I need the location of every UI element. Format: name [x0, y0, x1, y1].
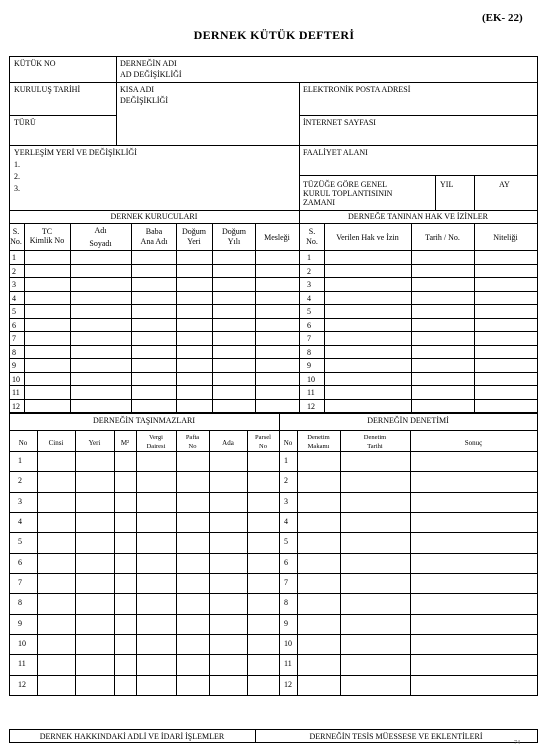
kurulus-tarihi-label: KURULUŞ TARİHİ — [14, 85, 81, 94]
denetim-row-number: 3 — [284, 497, 288, 506]
denetim-makami-header-1: Denetim — [307, 434, 330, 441]
tuzuge-label-2: KURUL TOPLANTISININ — [303, 189, 393, 198]
denetim-row-number: 10 — [284, 639, 292, 648]
v-line — [136, 430, 137, 696]
tuzuge-label-3: ZAMANI — [303, 198, 335, 207]
yerlesim-item-2: 2. — [14, 172, 20, 181]
parsel-header-2: No — [259, 443, 267, 450]
frame-left — [9, 56, 10, 696]
v-line — [410, 430, 411, 696]
t-no-header: No — [18, 439, 28, 447]
kurucular-row-number: 6 — [12, 321, 16, 330]
h-line — [9, 82, 538, 83]
h-line — [9, 345, 538, 346]
h-line — [9, 634, 538, 635]
ada-header: Ada — [222, 439, 234, 447]
h-line — [299, 115, 538, 116]
v-line — [299, 82, 300, 211]
page-title: DERNEK KÜTÜK DEFTERİ — [193, 28, 355, 42]
parsel-header-1: Parsel — [255, 434, 271, 441]
haklar-row-number: 3 — [307, 280, 311, 289]
haklar-row-number: 11 — [307, 388, 315, 397]
tasinmazlar-row-number: 9 — [18, 619, 22, 628]
h-line — [9, 331, 538, 332]
haklar-row-number: 12 — [307, 402, 315, 411]
v-line — [297, 430, 298, 696]
denetim-row-number: 7 — [284, 578, 288, 587]
h-line — [9, 614, 538, 615]
k-sno-header-2: No. — [10, 237, 22, 246]
kisa-adi-degisikligi-label: DEĞİŞİKLİĞİ — [120, 96, 168, 105]
tasinmazlar-row-number: 8 — [18, 598, 22, 607]
sonuc-header: Sonuç — [464, 439, 483, 447]
h-line — [9, 145, 538, 146]
v-line — [474, 175, 475, 211]
yeri-header: Yeri — [88, 439, 101, 447]
h-line — [9, 291, 538, 292]
haklar-row-number: 1 — [307, 253, 311, 262]
yil-label: YIL — [440, 180, 454, 189]
tasinmazlar-row-number: 3 — [18, 497, 22, 506]
yerlesim-label: YERLEŞİM YERİ VE DEĞİŞİKLİĞİ — [14, 148, 137, 157]
ad-degisikligi-label: AD DEĞİŞİKLİĞİ — [120, 70, 182, 79]
kurucular-row-number: 5 — [12, 307, 16, 316]
h-line — [9, 115, 117, 116]
faaliyet-label: FAALİYET ALANI — [303, 148, 368, 157]
v-line — [537, 729, 538, 743]
denetim-row-number: 6 — [284, 558, 288, 567]
h-line — [9, 264, 538, 265]
tasinmazlar-row-number: 12 — [18, 680, 26, 689]
denetim-row-number: 11 — [284, 659, 292, 668]
h-line — [9, 430, 538, 431]
h-line — [9, 277, 538, 278]
tasinmazlar-row-number: 11 — [18, 659, 26, 668]
kurucular-row-number: 3 — [12, 280, 16, 289]
v-line — [176, 430, 177, 696]
h-line — [9, 358, 538, 359]
yerlesim-item-1: 1. — [14, 160, 20, 169]
vergi-header-1: Vergi — [149, 434, 163, 441]
kurucular-row-number: 2 — [12, 267, 16, 276]
baba-header-1: Baba — [145, 227, 163, 236]
h-line — [9, 372, 538, 373]
dogum-yili-header-2: Yılı — [227, 237, 241, 246]
haklar-row-number: 8 — [307, 348, 311, 357]
dogum-yeri-header-2: Yeri — [187, 237, 201, 246]
h-line — [9, 675, 538, 676]
turu-label: TÜRÜ — [14, 118, 36, 127]
haklar-row-number: 5 — [307, 307, 311, 316]
tasinmazlar-row-number: 10 — [18, 639, 26, 648]
v-line — [340, 430, 341, 696]
v-line — [209, 430, 210, 696]
meslegi-header: Mesleği — [264, 233, 290, 242]
h-sno-header-1: S. — [308, 227, 316, 236]
pafta-header-2: No — [188, 443, 197, 450]
denetim-row-number: 8 — [284, 598, 288, 607]
tasinmazlar-row-number: 7 — [18, 578, 22, 587]
v-line — [75, 430, 76, 696]
h-line — [9, 399, 538, 400]
denetim-row-number: 5 — [284, 537, 288, 546]
tasinmazlar-row-number: 2 — [18, 476, 22, 485]
dernegin-adi-label: DERNEĞİN ADI — [120, 59, 177, 68]
denetim-row-number: 9 — [284, 619, 288, 628]
k-sno-header-1: S. — [12, 227, 20, 236]
h-line — [9, 471, 538, 472]
footer-bottom — [9, 742, 538, 743]
dogum-yili-header-1: Doğum — [222, 227, 246, 236]
denetim-row-number: 1 — [284, 456, 288, 465]
haklar-row-number: 6 — [307, 321, 311, 330]
h-line — [9, 512, 538, 513]
adi-header-2: Soyadı — [89, 239, 112, 248]
denetim-row-number: 12 — [284, 680, 292, 689]
h-line — [9, 573, 538, 574]
page-number: 74 — [514, 740, 520, 746]
denetim-row-number: 2 — [284, 476, 288, 485]
h-line — [9, 385, 538, 386]
h-line — [299, 175, 538, 176]
kurucular-title: DERNEK KURUCULARI — [110, 212, 198, 221]
pafta-header-1: Pafta — [185, 434, 200, 441]
h-line — [9, 318, 538, 319]
h-line — [9, 250, 538, 251]
d-no-header: No — [283, 439, 293, 447]
haklar-row-number: 7 — [307, 334, 311, 343]
kurucular-row-number: 10 — [12, 375, 20, 384]
h-sno-header-2: No. — [306, 237, 318, 246]
vergi-header-2: Dairesi — [146, 443, 166, 450]
denetim-makami-header-2: Makamı — [307, 443, 330, 450]
kurucular-row-number: 4 — [12, 294, 16, 303]
v-line — [247, 430, 248, 696]
internet-label: İNTERNET SAYFASI — [303, 118, 376, 127]
h-line — [9, 492, 538, 493]
h-line — [9, 654, 538, 655]
niteligi-header: Niteliği — [493, 233, 518, 242]
kurucular-row-number: 11 — [12, 388, 20, 397]
kurucular-row-number: 12 — [12, 402, 20, 411]
cinsi-header: Cinsi — [48, 439, 64, 447]
adli-islemler-label: DERNEK HAKKINDAKİ ADLİ VE İDARİ İŞLEMLER — [39, 732, 225, 741]
v-line — [37, 430, 38, 696]
haklar-row-number: 9 — [307, 361, 311, 370]
haklar-row-number: 4 — [307, 294, 311, 303]
tasinmazlar-row-number: 4 — [18, 517, 22, 526]
haklar-title: DERNEĞE TANINAN HAK VE İZİNLER — [348, 212, 488, 221]
ay-label: AY — [499, 180, 510, 189]
eposta-label: ELEKTRONİK POSTA ADRESİ — [303, 85, 411, 94]
v-line — [114, 430, 115, 696]
h-line — [9, 532, 538, 533]
h-line — [9, 210, 538, 211]
h-line — [9, 451, 538, 452]
denetim-tarihi-header-1: Denetim — [363, 434, 387, 441]
kurucular-row-number: 8 — [12, 348, 16, 357]
denetim-title: DERNEĞİN DENETİMİ — [367, 416, 449, 425]
h-line — [9, 413, 538, 414]
tc-header-1: TC — [41, 227, 53, 236]
tasinmazlar-row-number: 6 — [18, 558, 22, 567]
h-line — [9, 593, 538, 594]
tasinmazlar-title: DERNEĞİN TAŞINMAZLARI — [92, 416, 196, 425]
kurucular-row-number: 9 — [12, 361, 16, 370]
kurucular-row-number: 1 — [12, 253, 16, 262]
h-line — [9, 553, 538, 554]
denetim-row-number: 4 — [284, 517, 288, 526]
tarih-no-header: Tarih / No. — [425, 233, 460, 242]
frame-right — [537, 56, 538, 696]
h-line — [9, 304, 538, 305]
yerlesim-item-3: 3. — [14, 184, 20, 193]
v-line — [435, 175, 436, 211]
frame-bottom — [9, 695, 538, 696]
denetim-tarihi-header-2: Tarihi — [367, 443, 383, 450]
v-line — [116, 56, 117, 146]
tasinmazlar-row-number: 1 — [18, 456, 22, 465]
baba-header-2: Ana Adı — [140, 237, 168, 246]
verilen-header: Verilen Hak ve İzin — [336, 233, 399, 242]
footer-top — [9, 729, 538, 730]
form-code: (EK- 22) — [482, 12, 523, 24]
haklar-row-number: 10 — [307, 375, 315, 384]
dogum-yeri-header-1: Doğum — [182, 227, 206, 236]
frame-top — [9, 56, 538, 57]
tasinmazlar-row-number: 5 — [18, 537, 22, 546]
h-line — [9, 223, 538, 224]
tuzuge-label-1: TÜZÜĞE GÖRE GENEL — [303, 180, 387, 189]
m2-header: M² — [120, 439, 130, 447]
kisa-adi-label: KISA ADI — [120, 85, 155, 94]
haklar-row-number: 2 — [307, 267, 311, 276]
adi-header-1: Adı — [94, 226, 107, 235]
kurucular-row-number: 7 — [12, 334, 16, 343]
tesis-label: DERNEĞİN TESİS MÜESSESE VE EKLENTİLERİ — [309, 732, 483, 741]
tc-header-2: Kimlik No — [29, 236, 65, 245]
kutuk-no-label: KÜTÜK NO — [14, 59, 56, 68]
